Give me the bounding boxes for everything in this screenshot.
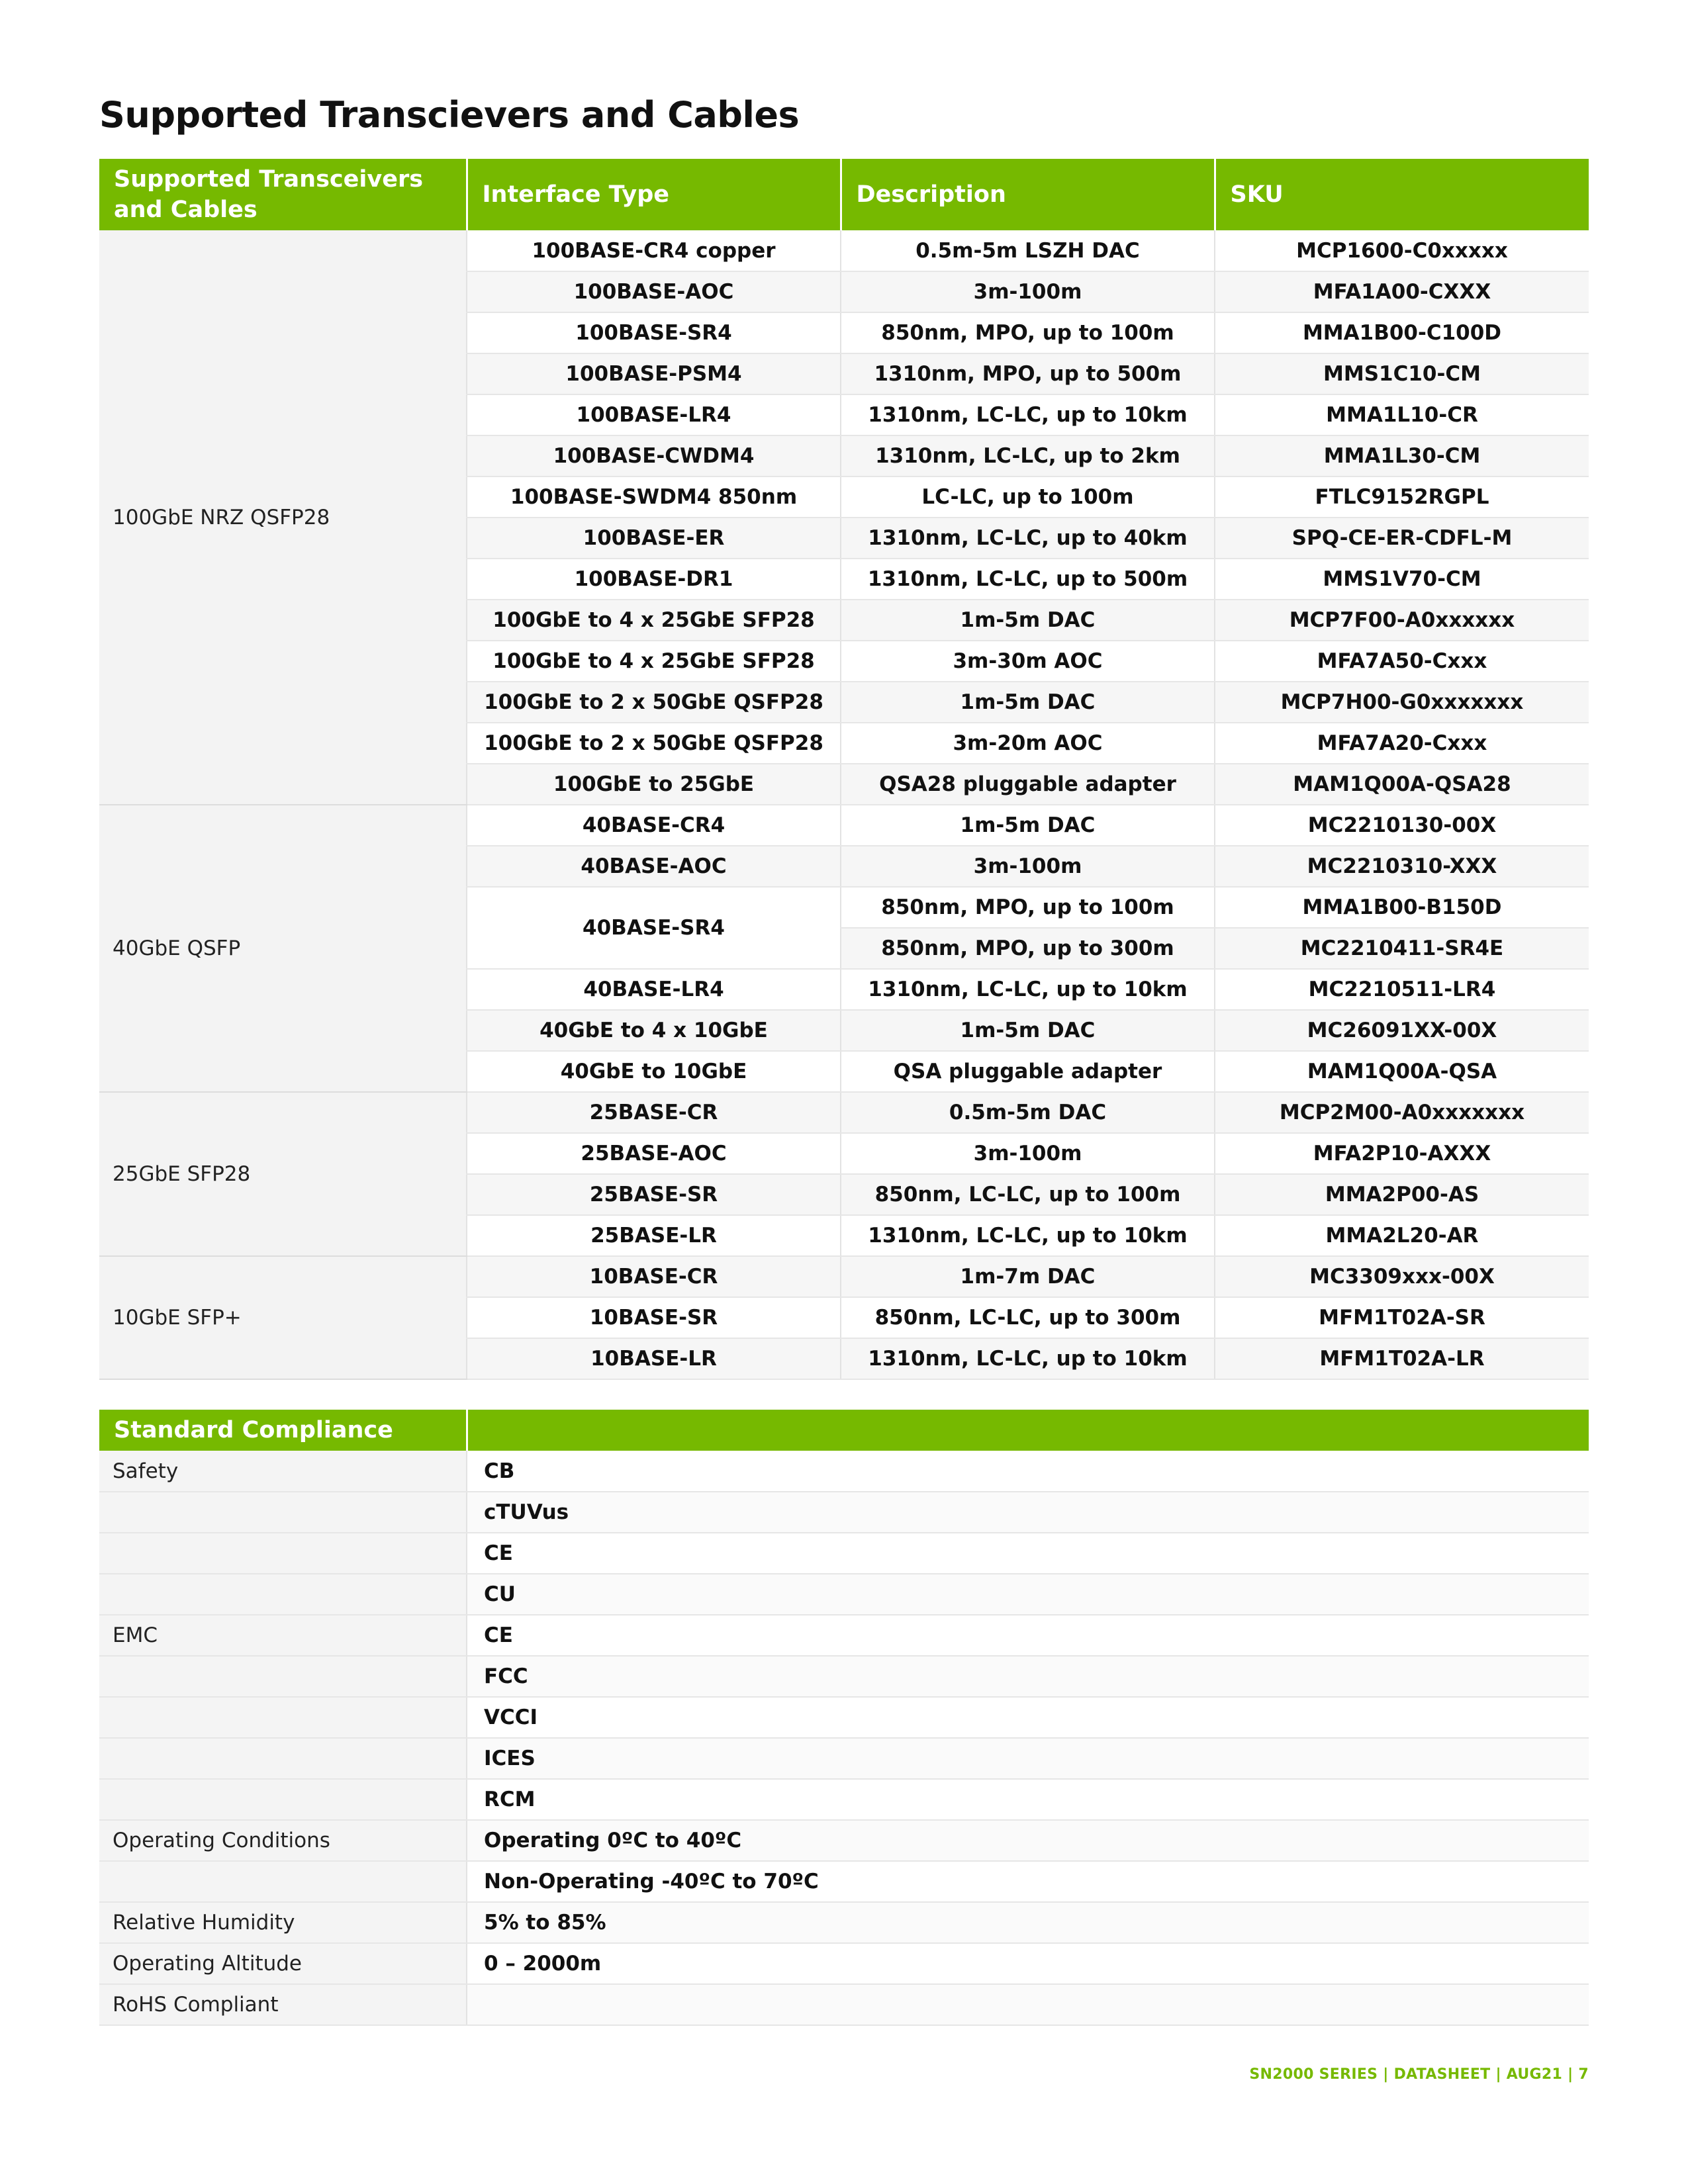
compliance-value: RCM (467, 1779, 1589, 1820)
compliance-label (99, 1492, 467, 1533)
group-label: 10GbE SFP+ (99, 1256, 467, 1379)
table-row (99, 1738, 1589, 1779)
sku-cell: MAM1Q00A-QSA28 (1215, 764, 1589, 805)
compliance-value: ICES (467, 1738, 1589, 1779)
table-row (99, 805, 1589, 846)
table-row (99, 1820, 1589, 1861)
description-cell: 850nm, LC-LC, up to 300m (841, 1297, 1215, 1338)
sku-cell: MMA1L10-CR (1215, 394, 1589, 435)
sku-cell: MCP7H00-G0xxxxxxx (1215, 682, 1589, 723)
interface-type-cell: 100BASE-LR4 (467, 394, 841, 435)
interface-type-cell: 40GbE to 10GbE (467, 1051, 841, 1092)
compliance-label (99, 1779, 467, 1820)
description-cell: 1310nm, LC-LC, up to 2km (841, 435, 1215, 477)
compliance-value: cTUVus (467, 1492, 1589, 1533)
description-cell: 1310nm, LC-LC, up to 40km (841, 518, 1215, 559)
table-row (99, 1779, 1589, 1820)
group-label: 40GbE QSFP (99, 805, 467, 1092)
compliance-label: Relative Humidity (99, 1902, 467, 1943)
sku-cell: MMA1L30-CM (1215, 435, 1589, 477)
compliance-label (99, 1861, 467, 1902)
interface-type-cell: 100GbE to 4 x 25GbE SFP28 (467, 641, 841, 682)
transceivers-header-row (99, 159, 1589, 230)
sku-cell: MFM1T02A-LR (1215, 1338, 1589, 1379)
sku-cell: MMA1B00-B150D (1215, 887, 1589, 928)
sku-cell: MC2210411-SR4E (1215, 928, 1589, 969)
interface-type-cell: 100BASE-CWDM4 (467, 435, 841, 477)
description-cell: 850nm, MPO, up to 300m (841, 928, 1215, 969)
description-cell: QSA pluggable adapter (841, 1051, 1215, 1092)
compliance-value: Operating 0ºC to 40ºC (467, 1820, 1589, 1861)
sku-cell: MMS1V70-CM (1215, 559, 1589, 600)
description-cell: LC-LC, up to 100m (841, 477, 1215, 518)
sku-cell: MFA1A00-CXXX (1215, 271, 1589, 312)
table-row (99, 1092, 1589, 1133)
description-cell: 3m-20m AOC (841, 723, 1215, 764)
description-cell: 850nm, MPO, up to 100m (841, 312, 1215, 353)
compliance-label: Operating Altitude (99, 1943, 467, 1984)
description-cell: 1m-5m DAC (841, 682, 1215, 723)
interface-type-cell: 10BASE-LR (467, 1338, 841, 1379)
compliance-value (467, 1984, 1589, 2025)
compliance-value: 0 – 2000m (467, 1943, 1589, 1984)
sku-cell: MCP2M00-A0xxxxxxx (1215, 1092, 1589, 1133)
table-row (99, 1533, 1589, 1574)
table-row (99, 1984, 1589, 2025)
compliance-value: CU (467, 1574, 1589, 1615)
interface-type-cell: 100GbE to 4 x 25GbE SFP28 (467, 600, 841, 641)
table-row (99, 230, 1589, 271)
sku-cell: MC26091XX-00X (1215, 1010, 1589, 1051)
sku-cell: MMA2P00-AS (1215, 1174, 1589, 1215)
interface-type-cell: 40BASE-SR4 (467, 887, 841, 969)
sku-cell: MMS1C10-CM (1215, 353, 1589, 394)
table-row (99, 1574, 1589, 1615)
sku-cell: MFA7A50-Cxxx (1215, 641, 1589, 682)
description-cell: 850nm, LC-LC, up to 100m (841, 1174, 1215, 1215)
header-compliance-blank (467, 1410, 1589, 1451)
description-cell: 3m-100m (841, 846, 1215, 887)
description-cell: 3m-30m AOC (841, 641, 1215, 682)
sku-cell: MMA2L20-AR (1215, 1215, 1589, 1256)
interface-type-cell: 100BASE-DR1 (467, 559, 841, 600)
sku-cell: MC2210130-00X (1215, 805, 1589, 846)
table-row (99, 1451, 1589, 1492)
description-cell: QSA28 pluggable adapter (841, 764, 1215, 805)
table-row (99, 1256, 1589, 1297)
compliance-value: VCCI (467, 1697, 1589, 1738)
sku-cell: FTLC9152RGPL (1215, 477, 1589, 518)
description-cell: 1m-5m DAC (841, 1010, 1215, 1051)
header-supported: Supported Transceivers and Cables (99, 159, 467, 230)
description-cell: 3m-100m (841, 1133, 1215, 1174)
interface-type-cell: 100BASE-CR4 copper (467, 230, 841, 271)
group-label: 25GbE SFP28 (99, 1092, 467, 1256)
sku-cell: SPQ-CE-ER-CDFL-M (1215, 518, 1589, 559)
table-row (99, 1902, 1589, 1943)
compliance-value: CE (467, 1615, 1589, 1656)
compliance-value: Non-Operating -40ºC to 70ºC (467, 1861, 1589, 1902)
interface-type-cell: 40BASE-AOC (467, 846, 841, 887)
table-row (99, 1943, 1589, 1984)
description-cell: 3m-100m (841, 271, 1215, 312)
sku-cell: MC3309xxx-00X (1215, 1256, 1589, 1297)
compliance-label: Operating Conditions (99, 1820, 467, 1861)
description-cell: 850nm, MPO, up to 100m (841, 887, 1215, 928)
interface-type-cell: 25BASE-SR (467, 1174, 841, 1215)
interface-type-cell: 100BASE-ER (467, 518, 841, 559)
interface-type-cell: 100BASE-SR4 (467, 312, 841, 353)
interface-type-cell: 100GbE to 2 x 50GbE QSFP28 (467, 682, 841, 723)
compliance-value: CE (467, 1533, 1589, 1574)
compliance-label (99, 1574, 467, 1615)
group-label: 100GbE NRZ QSFP28 (99, 230, 467, 805)
table-row (99, 1492, 1589, 1533)
compliance-label (99, 1738, 467, 1779)
sku-cell: MAM1Q00A-QSA (1215, 1051, 1589, 1092)
sku-cell: MC2210511-LR4 (1215, 969, 1589, 1010)
compliance-value: 5% to 85% (467, 1902, 1589, 1943)
interface-type-cell: 10BASE-CR (467, 1256, 841, 1297)
compliance-label (99, 1697, 467, 1738)
description-cell: 0.5m-5m LSZH DAC (841, 230, 1215, 271)
compliance-value: FCC (467, 1656, 1589, 1697)
compliance-label: Safety (99, 1451, 467, 1492)
sku-cell: MMA1B00-C100D (1215, 312, 1589, 353)
interface-type-cell: 25BASE-LR (467, 1215, 841, 1256)
sku-cell: MC2210310-XXX (1215, 846, 1589, 887)
compliance-table (99, 1410, 1589, 2026)
table-row (99, 1656, 1589, 1697)
transceivers-table (99, 159, 1589, 1380)
compliance-label (99, 1656, 467, 1697)
sku-cell: MFA7A20-Cxxx (1215, 723, 1589, 764)
interface-type-cell: 25BASE-AOC (467, 1133, 841, 1174)
table-row (99, 1861, 1589, 1902)
description-cell: 0.5m-5m DAC (841, 1092, 1215, 1133)
interface-type-cell: 25BASE-CR (467, 1092, 841, 1133)
interface-type-cell: 40GbE to 4 x 10GbE (467, 1010, 841, 1051)
compliance-label: RoHS Compliant (99, 1984, 467, 2025)
table-row (99, 1697, 1589, 1738)
description-cell: 1m-5m DAC (841, 805, 1215, 846)
interface-type-cell: 100GbE to 2 x 50GbE QSFP28 (467, 723, 841, 764)
description-cell: 1310nm, LC-LC, up to 500m (841, 559, 1215, 600)
interface-type-cell: 100GbE to 25GbE (467, 764, 841, 805)
sku-cell: MCP1600-C0xxxxx (1215, 230, 1589, 271)
sku-cell: MFA2P10-AXXX (1215, 1133, 1589, 1174)
description-cell: 1310nm, LC-LC, up to 10km (841, 394, 1215, 435)
description-cell: 1m-7m DAC (841, 1256, 1215, 1297)
sku-cell: MFM1T02A-SR (1215, 1297, 1589, 1338)
description-cell: 1310nm, MPO, up to 500m (841, 353, 1215, 394)
interface-type-cell: 40BASE-LR4 (467, 969, 841, 1010)
description-cell: 1310nm, LC-LC, up to 10km (841, 1215, 1215, 1256)
interface-type-cell: 100BASE-AOC (467, 271, 841, 312)
compliance-header-row (99, 1410, 1589, 1451)
table-row (99, 1615, 1589, 1656)
page-title: Supported Transcievers and Cables (99, 94, 800, 136)
interface-type-cell: 40BASE-CR4 (467, 805, 841, 846)
description-cell: 1310nm, LC-LC, up to 10km (841, 1338, 1215, 1379)
page-footer: SN2000 SERIES | DATASHEET | AUG21 | 7 (1249, 2066, 1589, 2083)
interface-type-cell: 10BASE-SR (467, 1297, 841, 1338)
compliance-label (99, 1533, 467, 1574)
header-interface-type: Interface Type (467, 159, 841, 230)
description-cell: 1m-5m DAC (841, 600, 1215, 641)
compliance-label: EMC (99, 1615, 467, 1656)
header-description: Description (841, 159, 1215, 230)
sku-cell: MCP7F00-A0xxxxxx (1215, 600, 1589, 641)
description-cell: 1310nm, LC-LC, up to 10km (841, 969, 1215, 1010)
header-standard-compliance: Standard Compliance (99, 1410, 467, 1451)
compliance-value: CB (467, 1451, 1589, 1492)
interface-type-cell: 100BASE-SWDM4 850nm (467, 477, 841, 518)
interface-type-cell: 100BASE-PSM4 (467, 353, 841, 394)
header-sku: SKU (1215, 159, 1589, 230)
